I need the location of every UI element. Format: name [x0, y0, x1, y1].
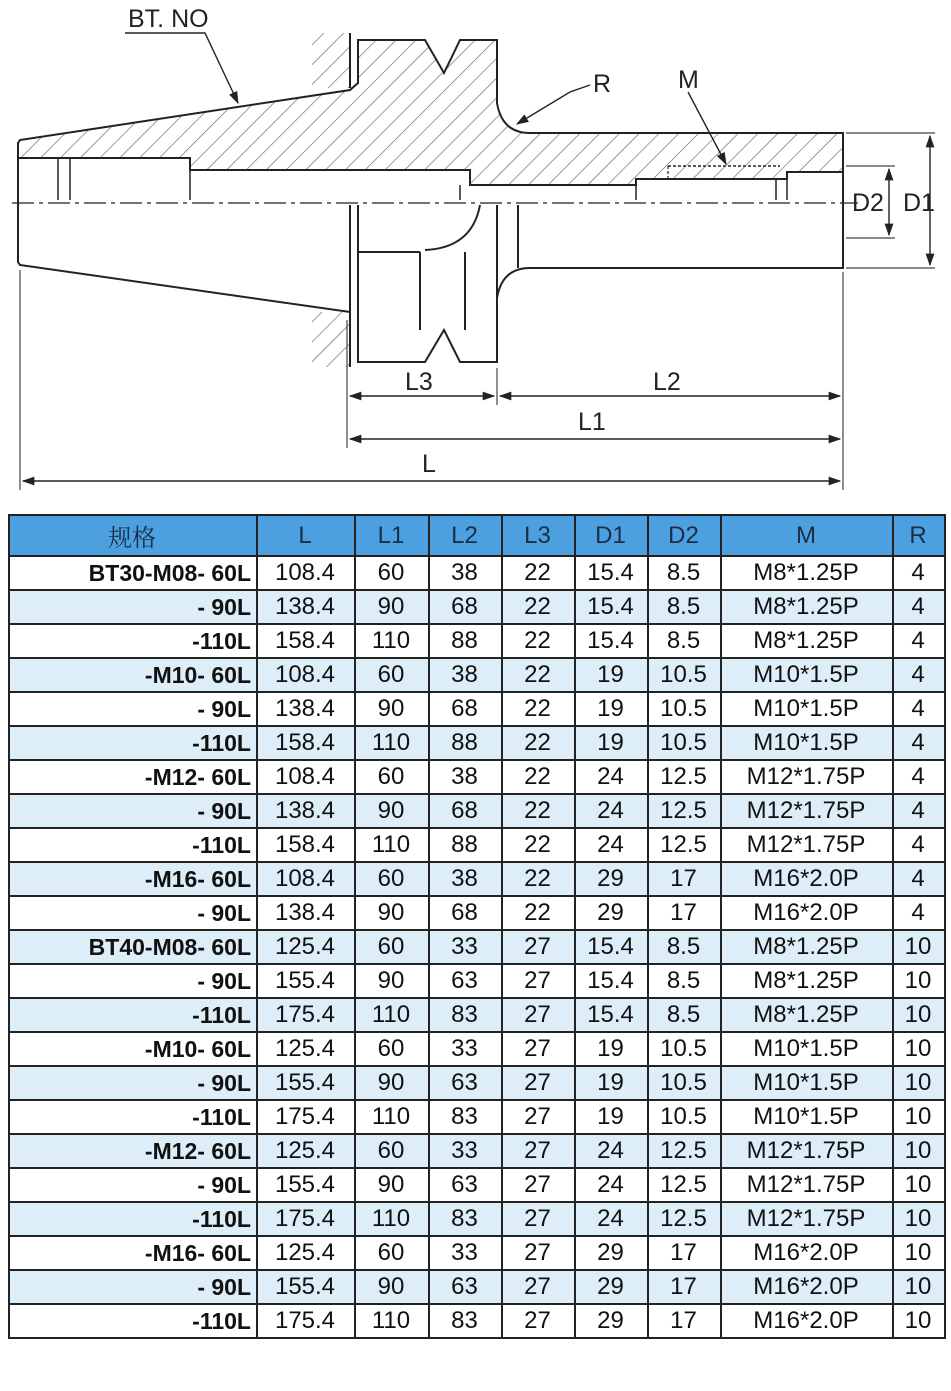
- cell-l1: 60: [355, 1236, 429, 1270]
- cell-model: - 90L: [9, 794, 257, 828]
- cell-l1: 60: [355, 556, 429, 590]
- cell-l2: 38: [429, 658, 502, 692]
- cell-l3: 22: [502, 590, 575, 624]
- cell-l2: 33: [429, 1236, 502, 1270]
- cell-r: 4: [893, 828, 945, 862]
- cell-l1: 90: [355, 1270, 429, 1304]
- cell-r: 10: [893, 1032, 945, 1066]
- cell-d1: 29: [575, 1270, 648, 1304]
- cell-l1: 60: [355, 1134, 429, 1168]
- cell-d1: 15.4: [575, 964, 648, 998]
- cell-model: - 90L: [9, 1270, 257, 1304]
- label-bt-no: BT. NO: [128, 5, 209, 33]
- cell-d1: 29: [575, 1236, 648, 1270]
- cell-l1: 60: [355, 760, 429, 794]
- table-row: [9, 964, 945, 998]
- cell-d2: 8.5: [648, 964, 721, 998]
- cell-l3: 27: [502, 964, 575, 998]
- cell-l2: 68: [429, 692, 502, 726]
- cell-m: M8*1.25P: [721, 998, 893, 1032]
- cell-d1: 15.4: [575, 624, 648, 658]
- cell-l1: 60: [355, 930, 429, 964]
- cell-l2: 63: [429, 1168, 502, 1202]
- cell-d2: 8.5: [648, 930, 721, 964]
- cell-d1: 29: [575, 862, 648, 896]
- cell-model: -M16- 60L: [9, 862, 257, 896]
- table-header-row: [9, 515, 945, 556]
- dimension-lines: [23, 136, 930, 481]
- table-row: [9, 862, 945, 896]
- cell-r: 10: [893, 1066, 945, 1100]
- cell-l1: 110: [355, 1202, 429, 1236]
- cell-d2: 12.5: [648, 1202, 721, 1236]
- table-row: [9, 1202, 945, 1236]
- cell-l2: 68: [429, 896, 502, 930]
- cell-l1: 90: [355, 1066, 429, 1100]
- cell-m: M16*2.0P: [721, 862, 893, 896]
- cell-l1: 60: [355, 862, 429, 896]
- cell-d1: 19: [575, 658, 648, 692]
- spindle-wall: [312, 33, 350, 367]
- table-row: [9, 1168, 945, 1202]
- cell-l: 175.4: [257, 998, 355, 1032]
- cell-d2: 8.5: [648, 556, 721, 590]
- cell-d2: 12.5: [648, 760, 721, 794]
- cell-l3: 27: [502, 930, 575, 964]
- holder-section-upper: [18, 40, 843, 185]
- label-l1: L1: [578, 408, 606, 436]
- cell-m: M12*1.75P: [721, 1134, 893, 1168]
- cell-l2: 63: [429, 1066, 502, 1100]
- cell-m: M10*1.5P: [721, 1100, 893, 1134]
- cell-l3: 22: [502, 760, 575, 794]
- cell-l3: 22: [502, 726, 575, 760]
- cell-d1: 15.4: [575, 556, 648, 590]
- cell-d2: 8.5: [648, 590, 721, 624]
- table-row: [9, 998, 945, 1032]
- cell-r: 10: [893, 1202, 945, 1236]
- cell-d2: 10.5: [648, 1066, 721, 1100]
- cell-r: 10: [893, 1236, 945, 1270]
- table-row: [9, 794, 945, 828]
- cell-model: - 90L: [9, 692, 257, 726]
- cell-r: 4: [893, 862, 945, 896]
- cell-r: 4: [893, 590, 945, 624]
- cell-d2: 10.5: [648, 726, 721, 760]
- cell-l2: 88: [429, 624, 502, 658]
- cell-l1: 90: [355, 794, 429, 828]
- cell-d2: 8.5: [648, 998, 721, 1032]
- cell-r: 4: [893, 896, 945, 930]
- cell-model: -M16- 60L: [9, 1236, 257, 1270]
- cell-d2: 17: [648, 862, 721, 896]
- cell-d2: 10.5: [648, 692, 721, 726]
- table-row: [9, 760, 945, 794]
- cell-m: M8*1.25P: [721, 930, 893, 964]
- cell-l: 155.4: [257, 1066, 355, 1100]
- cell-l2: 88: [429, 828, 502, 862]
- cell-d2: 12.5: [648, 828, 721, 862]
- cell-l: 138.4: [257, 896, 355, 930]
- cell-d1: 24: [575, 1202, 648, 1236]
- cell-d1: 29: [575, 1304, 648, 1338]
- table-row: [9, 828, 945, 862]
- table-row: [9, 692, 945, 726]
- cell-m: M8*1.25P: [721, 624, 893, 658]
- cell-model: -110L: [9, 1100, 257, 1134]
- cell-d1: 19: [575, 1066, 648, 1100]
- cell-l2: 63: [429, 964, 502, 998]
- label-r: R: [593, 70, 612, 98]
- cell-d1: 15.4: [575, 590, 648, 624]
- cell-l3: 27: [502, 1202, 575, 1236]
- table-row: [9, 726, 945, 760]
- cell-l: 138.4: [257, 590, 355, 624]
- cell-m: M10*1.5P: [721, 726, 893, 760]
- table-row: [9, 1270, 945, 1304]
- cell-l2: 68: [429, 794, 502, 828]
- cell-d2: 10.5: [648, 658, 721, 692]
- cell-m: M12*1.75P: [721, 760, 893, 794]
- header-l3: L3: [502, 515, 575, 556]
- spec-table: [8, 514, 946, 1339]
- cell-d1: 24: [575, 794, 648, 828]
- cell-l3: 27: [502, 1032, 575, 1066]
- cell-model: -110L: [9, 998, 257, 1032]
- label-m: M: [678, 66, 699, 94]
- cell-l3: 27: [502, 998, 575, 1032]
- cell-l1: 110: [355, 998, 429, 1032]
- table-row: [9, 590, 945, 624]
- table-row: [9, 658, 945, 692]
- cell-d1: 19: [575, 1100, 648, 1134]
- cell-l: 155.4: [257, 1168, 355, 1202]
- cell-l: 125.4: [257, 1032, 355, 1066]
- cell-l2: 33: [429, 1032, 502, 1066]
- cell-l2: 88: [429, 726, 502, 760]
- cell-l: 125.4: [257, 930, 355, 964]
- table-row: [9, 1100, 945, 1134]
- cell-l1: 110: [355, 828, 429, 862]
- cell-m: M8*1.25P: [721, 590, 893, 624]
- cell-l: 175.4: [257, 1100, 355, 1134]
- cell-d2: 12.5: [648, 1168, 721, 1202]
- cell-m: M10*1.5P: [721, 692, 893, 726]
- cell-l: 175.4: [257, 1202, 355, 1236]
- cell-r: 10: [893, 1304, 945, 1338]
- cell-l1: 90: [355, 896, 429, 930]
- cell-l3: 22: [502, 692, 575, 726]
- cell-l: 108.4: [257, 658, 355, 692]
- table-row: [9, 556, 945, 590]
- cell-model: -M10- 60L: [9, 1032, 257, 1066]
- cell-l3: 27: [502, 1100, 575, 1134]
- cell-l3: 27: [502, 1168, 575, 1202]
- cell-d1: 19: [575, 1032, 648, 1066]
- cell-d1: 24: [575, 760, 648, 794]
- header-d2: D2: [648, 515, 721, 556]
- cell-m: M12*1.75P: [721, 828, 893, 862]
- cell-l: 155.4: [257, 1270, 355, 1304]
- header-r: R: [893, 515, 945, 556]
- cell-d2: 10.5: [648, 1100, 721, 1134]
- cell-model: -110L: [9, 624, 257, 658]
- cell-m: M8*1.25P: [721, 964, 893, 998]
- cell-l2: 83: [429, 1202, 502, 1236]
- label-l2: L2: [653, 368, 681, 396]
- cell-m: M10*1.5P: [721, 1066, 893, 1100]
- cell-model: -110L: [9, 1202, 257, 1236]
- cell-d2: 8.5: [648, 624, 721, 658]
- cell-d1: 24: [575, 1134, 648, 1168]
- cell-r: 4: [893, 760, 945, 794]
- table-row: [9, 1032, 945, 1066]
- cell-r: 4: [893, 794, 945, 828]
- cell-model: -110L: [9, 726, 257, 760]
- cell-l3: 27: [502, 1066, 575, 1100]
- table-row: [9, 1066, 945, 1100]
- cell-l1: 90: [355, 964, 429, 998]
- cell-l2: 68: [429, 590, 502, 624]
- cell-m: M10*1.5P: [721, 658, 893, 692]
- tool-holder-drawing: [0, 0, 951, 500]
- cell-l3: 22: [502, 862, 575, 896]
- cell-m: M12*1.75P: [721, 1168, 893, 1202]
- cell-m: M16*2.0P: [721, 1304, 893, 1338]
- cell-l2: 33: [429, 930, 502, 964]
- cell-r: 10: [893, 1134, 945, 1168]
- cell-m: M16*2.0P: [721, 896, 893, 930]
- cell-model: - 90L: [9, 964, 257, 998]
- header-l1: L1: [355, 515, 429, 556]
- table-row: [9, 896, 945, 930]
- cell-model: BT30-M08- 60L: [9, 556, 257, 590]
- cell-model: -M12- 60L: [9, 760, 257, 794]
- cell-l1: 60: [355, 658, 429, 692]
- cell-l2: 63: [429, 1270, 502, 1304]
- header-d1: D1: [575, 515, 648, 556]
- cell-r: 4: [893, 556, 945, 590]
- cell-l: 158.4: [257, 828, 355, 862]
- cell-m: M10*1.5P: [721, 1032, 893, 1066]
- cell-r: 10: [893, 1100, 945, 1134]
- cell-d1: 15.4: [575, 930, 648, 964]
- cell-d2: 12.5: [648, 1134, 721, 1168]
- cell-model: - 90L: [9, 590, 257, 624]
- cell-r: 4: [893, 692, 945, 726]
- cell-l2: 38: [429, 760, 502, 794]
- header-m: M: [721, 515, 893, 556]
- cell-l3: 22: [502, 658, 575, 692]
- cell-r: 4: [893, 624, 945, 658]
- header-l: L: [257, 515, 355, 556]
- cell-m: M16*2.0P: [721, 1270, 893, 1304]
- cell-l: 155.4: [257, 964, 355, 998]
- cell-r: 10: [893, 930, 945, 964]
- cell-d1: 19: [575, 692, 648, 726]
- cell-l2: 83: [429, 1100, 502, 1134]
- cell-l3: 22: [502, 556, 575, 590]
- cell-d1: 24: [575, 828, 648, 862]
- cell-r: 10: [893, 1168, 945, 1202]
- cell-l1: 110: [355, 624, 429, 658]
- cell-l1: 90: [355, 590, 429, 624]
- cell-l2: 38: [429, 556, 502, 590]
- cell-d2: 12.5: [648, 794, 721, 828]
- cell-model: BT40-M08- 60L: [9, 930, 257, 964]
- cell-r: 10: [893, 1270, 945, 1304]
- table-body: [9, 556, 945, 1338]
- cell-m: M8*1.25P: [721, 556, 893, 590]
- cell-l2: 83: [429, 998, 502, 1032]
- cell-r: 10: [893, 998, 945, 1032]
- cell-d2: 17: [648, 896, 721, 930]
- cell-r: 10: [893, 964, 945, 998]
- cell-model: -M12- 60L: [9, 1134, 257, 1168]
- cell-l3: 27: [502, 1304, 575, 1338]
- cell-l: 108.4: [257, 760, 355, 794]
- cell-l3: 27: [502, 1134, 575, 1168]
- table-row: [9, 1304, 945, 1338]
- cell-l: 108.4: [257, 556, 355, 590]
- cell-l1: 90: [355, 1168, 429, 1202]
- cell-d1: 29: [575, 896, 648, 930]
- table-row: [9, 930, 945, 964]
- cell-d2: 17: [648, 1304, 721, 1338]
- cell-l: 138.4: [257, 794, 355, 828]
- cell-l1: 110: [355, 1304, 429, 1338]
- cell-l: 108.4: [257, 862, 355, 896]
- cell-l1: 60: [355, 1032, 429, 1066]
- cell-d1: 19: [575, 726, 648, 760]
- cell-l3: 27: [502, 1236, 575, 1270]
- cell-d1: 24: [575, 1168, 648, 1202]
- cell-d2: 10.5: [648, 1032, 721, 1066]
- cell-d1: 15.4: [575, 998, 648, 1032]
- cell-l2: 33: [429, 1134, 502, 1168]
- cell-model: -110L: [9, 1304, 257, 1338]
- cell-l: 158.4: [257, 624, 355, 658]
- cell-l1: 110: [355, 1100, 429, 1134]
- cell-l: 125.4: [257, 1236, 355, 1270]
- cell-m: M12*1.75P: [721, 1202, 893, 1236]
- cell-d2: 17: [648, 1270, 721, 1304]
- table-row: [9, 1236, 945, 1270]
- cell-l1: 110: [355, 726, 429, 760]
- cell-l: 125.4: [257, 1134, 355, 1168]
- cell-l: 158.4: [257, 726, 355, 760]
- cell-l: 138.4: [257, 692, 355, 726]
- label-l3: L3: [405, 368, 433, 396]
- cell-l3: 22: [502, 794, 575, 828]
- label-d1: D1: [903, 189, 935, 217]
- cell-l2: 83: [429, 1304, 502, 1338]
- cell-m: M12*1.75P: [721, 794, 893, 828]
- cell-l3: 22: [502, 624, 575, 658]
- table-row: [9, 1134, 945, 1168]
- cell-model: -M10- 60L: [9, 658, 257, 692]
- cell-l: 175.4: [257, 1304, 355, 1338]
- cell-model: -110L: [9, 828, 257, 862]
- label-d2: D2: [852, 189, 884, 217]
- header-spec: 规格: [9, 515, 257, 556]
- cell-l3: 22: [502, 828, 575, 862]
- cell-m: M16*2.0P: [721, 1236, 893, 1270]
- cell-l3: 22: [502, 896, 575, 930]
- header-l2: L2: [429, 515, 502, 556]
- cell-model: - 90L: [9, 1168, 257, 1202]
- cell-d2: 17: [648, 1236, 721, 1270]
- extension-lines: [20, 133, 935, 490]
- cell-r: 4: [893, 658, 945, 692]
- cell-model: - 90L: [9, 896, 257, 930]
- table-row: [9, 624, 945, 658]
- cell-l3: 27: [502, 1270, 575, 1304]
- cell-model: - 90L: [9, 1066, 257, 1100]
- cell-l2: 38: [429, 862, 502, 896]
- cell-l1: 90: [355, 692, 429, 726]
- cell-r: 4: [893, 726, 945, 760]
- label-l: L: [422, 450, 436, 478]
